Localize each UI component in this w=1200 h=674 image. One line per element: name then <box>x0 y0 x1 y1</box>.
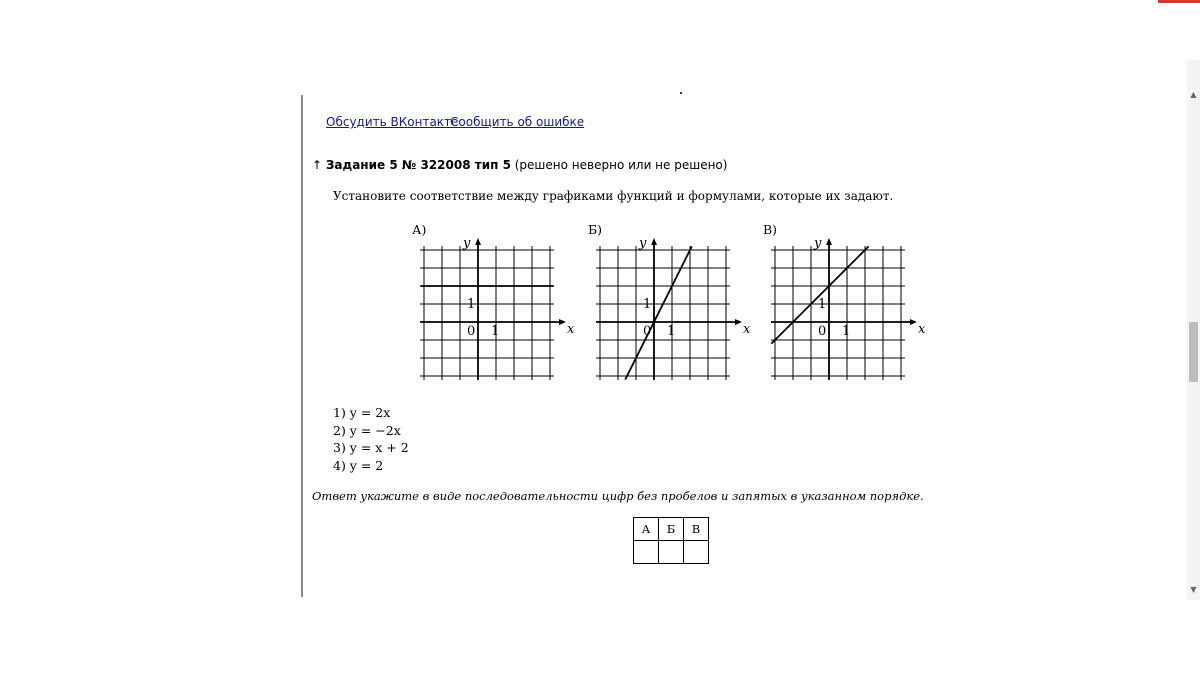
stray-dot <box>680 92 682 94</box>
bottom-area <box>0 600 1200 674</box>
graph-c <box>756 236 926 390</box>
answer-cell-b[interactable] <box>659 541 684 564</box>
unit-y-label: 1 <box>643 297 652 312</box>
graph-label-b: Б) <box>588 222 603 237</box>
unit-x-label: 1 <box>491 324 500 339</box>
scroll-down-icon[interactable]: ▼ <box>1190 585 1197 594</box>
x-axis-arrow-icon <box>559 319 566 325</box>
discuss-vk-link[interactable]: Обсудить ВКонтакте <box>326 115 459 129</box>
y-axis-label: y <box>463 236 471 251</box>
up-arrow-icon[interactable]: ↑ <box>312 158 323 172</box>
option-4: 4) y = 2 <box>333 457 384 473</box>
scroll-thumb[interactable] <box>1189 322 1198 382</box>
answer-instruction: Ответ укажите в виде последовательности цифр без пробелов и запятых в указанном порядке. <box>312 489 924 503</box>
x-axis-arrow-icon <box>910 319 917 325</box>
task-title: Задание 5 № 322008 тип 5 <box>325 158 511 172</box>
answer-table <box>633 517 709 564</box>
x-axis-arrow-icon <box>735 319 742 325</box>
content-left-border <box>301 95 303 597</box>
y-axis-label: y <box>639 236 647 251</box>
origin-label: 0 <box>818 324 827 339</box>
graph-a <box>405 236 575 390</box>
origin-label: 0 <box>643 324 652 339</box>
origin-label: 0 <box>467 324 476 339</box>
option-1: 1) y = 2x <box>333 405 391 420</box>
unit-x-label: 1 <box>842 324 851 339</box>
graph-label-a: А) <box>412 222 427 237</box>
answer-header-c: В <box>684 518 709 541</box>
graph-label-c: В) <box>763 222 778 237</box>
answer-header-a: А <box>634 518 659 541</box>
y-axis-arrow-icon <box>651 238 657 245</box>
y-axis-label: y <box>814 236 822 251</box>
x-axis-label: x <box>567 322 575 337</box>
unit-y-label: 1 <box>467 297 476 312</box>
graph-b <box>581 236 751 390</box>
formula-options <box>333 404 409 474</box>
answer-cell-c[interactable] <box>684 541 709 564</box>
option-2: 2) y = −2x <box>333 422 401 438</box>
function-line <box>625 246 692 379</box>
task-text: Установите соответствие между графиками функций и формулами, которые их задают. <box>333 189 894 203</box>
x-axis-label: x <box>918 322 926 337</box>
window-close-edge[interactable] <box>1158 0 1200 3</box>
y-axis-arrow-icon <box>826 238 832 245</box>
report-error-link[interactable]: Сообщить об ошибке <box>450 115 585 129</box>
task-status: (решено неверно или не решено) <box>514 158 728 172</box>
unit-x-label: 1 <box>667 324 676 339</box>
option-3: 3) y = x + 2 <box>333 440 409 456</box>
answer-cell-a[interactable] <box>634 541 659 564</box>
scroll-up-icon[interactable]: ▲ <box>1190 90 1197 99</box>
answer-header-b: Б <box>659 518 684 541</box>
task-header <box>312 158 727 172</box>
y-axis-arrow-icon <box>475 238 481 245</box>
unit-y-label: 1 <box>818 297 827 312</box>
x-axis-label: x <box>743 322 751 337</box>
vertical-scrollbar[interactable] <box>1187 60 1200 600</box>
